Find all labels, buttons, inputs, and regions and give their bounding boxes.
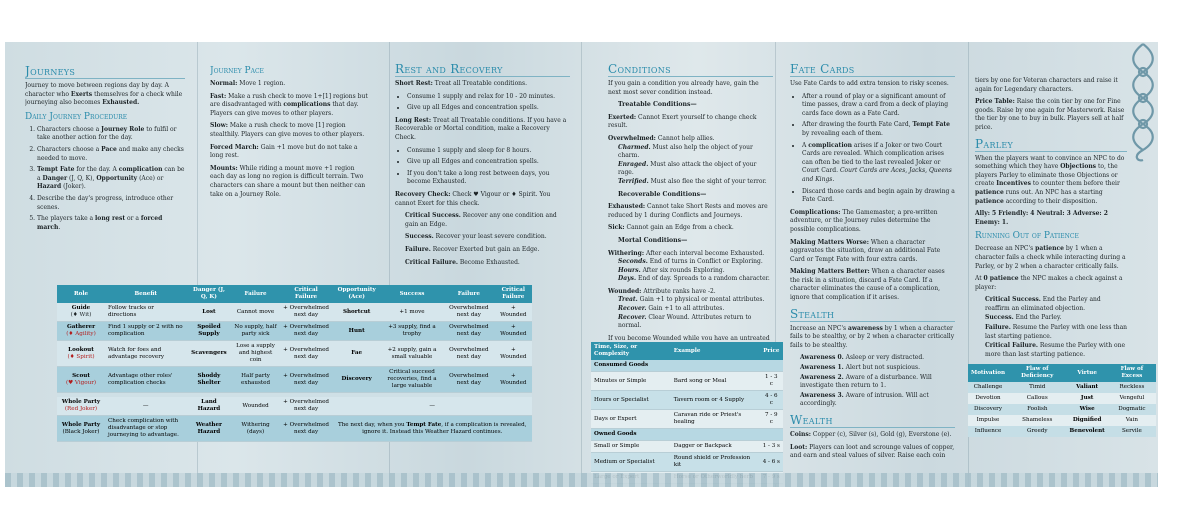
fate-section (790, 60, 955, 472)
table-cell: Impulse (968, 415, 1008, 426)
pace-fast: Fast: Make a rush check to move 1+[1] regions but are disadvantaged with complications that day. Players can give moves to other players. (210, 92, 368, 117)
table-cell: +2 supply, gain a small valuable (381, 341, 443, 367)
conditions-section (608, 60, 773, 340)
table-cell: Watch for foes and advantage recovery (105, 341, 186, 367)
table-cell: + Wounded (495, 367, 532, 393)
cond-overwhelmed: Overwhelmed: Cannot help allies. (608, 134, 715, 142)
parley-critical-failure: Critical Failure. Resume the Parley with one more than last starting patience. (985, 342, 1126, 358)
table-cell: + Overwhelmed next day (280, 416, 333, 442)
knot-ornament-icon (1128, 42, 1158, 162)
column-header: Flaw of Deficiency (1008, 364, 1067, 382)
table-row (57, 322, 532, 341)
table-section-row (591, 360, 783, 372)
table-cell: 4 - 6 c (760, 391, 783, 410)
parley-section (975, 77, 1127, 367)
list-item: • A complication arises if a Joker or two Court Cards are revealed. Which complication arises can often be tied to the last revealed Joker or Court Card. Court Cards are Aces, Jacks, Queens and Kings. (802, 142, 955, 185)
price-table (591, 342, 783, 484)
section-label: Consumed Goods (591, 360, 783, 372)
procedure-step: 2. Characters choose a Pace and make any checks needed to move. (37, 146, 185, 163)
table-row (968, 415, 1156, 426)
list-item: • After drawing the fourth Fate Card, Tempt Fate by revealing each of them. (802, 121, 955, 138)
cond-exhausted: Exhausted: Cannot take Short Rests and moves are reduced by 1 during Conflicts and Journeys. (608, 203, 768, 219)
coins: Coins: Copper (c), Silver (s), Gold (g), Everstone (e). (790, 431, 952, 438)
table-cell: 4 - 6 s (760, 453, 783, 472)
column-header: Critical Failure (280, 285, 333, 303)
role-cell: Whole Party (Black Joker) (57, 416, 105, 442)
cond-exerted: Exerted: Cannot Exert yourself to change check result. (608, 113, 757, 130)
cond-enraged: Enraged. Must also attack the object of your rage. (618, 160, 757, 177)
awareness-2: Awareness 2. Aware of a disturbance. Will investigate then return to 1. (800, 373, 932, 390)
role-cell: Guide (♦ Wit) (57, 303, 105, 322)
pace-forced: Forced March: Gain +1 move but do not take a long rest. (210, 143, 358, 160)
column-header: Virtue (1067, 364, 1108, 382)
column-header: Opportunity (Ace) (332, 285, 380, 303)
table-cell: + Overwhelmed next day (280, 397, 333, 416)
table-cell: Discovery (332, 367, 380, 393)
awareness-3: Awareness 3. Aware of intrusion. Will act accordingly. (800, 391, 929, 408)
table-cell: Influence (968, 426, 1008, 437)
table-cell: Reckless (1108, 382, 1156, 393)
short-rest: Short Rest: Treat all Treatable conditions. (395, 80, 528, 87)
parley-failure: Failure. Resume the Parley with one less than last starting patience. (985, 324, 1127, 340)
conditions-heading: Conditions (608, 62, 773, 77)
table-cell: Check complication with disadvantage or stop journeying to advantage. (105, 416, 186, 442)
matters-worse: Making Matters Worse: When a character aggravates the situation, draw an additional Fate Card or Tempt Fate with four extra cards. (790, 238, 941, 263)
cond-terrified: Terrified. Must also flee the sight of your terror. (618, 177, 767, 185)
table-header-row (591, 342, 783, 360)
role-cell: Scout (♥ Vigour) (57, 367, 105, 393)
fold-line (581, 42, 582, 487)
cond-recover: Recover. Gain +1 to all attributes. (618, 305, 725, 313)
fate-intro: Use Fate Cards to add extra tension to risky scenes. (790, 80, 949, 87)
column-header: Time, Size, or Complexity (591, 342, 671, 360)
table-cell: Critical succeed recoveries, find a large valuable (381, 367, 443, 393)
zero-patience: At 0 patience the NPC makes a check against a player: (975, 275, 1123, 291)
virtue-table (968, 364, 1156, 437)
cond-recover-2: Recover. Clear Wound. Attributes return to normal. (618, 313, 752, 330)
cond-charmed: Charmed. Must also help the object of your charm. (618, 143, 753, 160)
list-item: • If you don't take a long rest between days, you become Exhausted. (407, 170, 570, 187)
complications: Complications: The Gamemaster, a pre-written adventure, or the Journey rules determine the possible complications. (790, 208, 938, 233)
treatable-heading: Treatable Conditions— (618, 101, 697, 109)
table-cell: +3 supply, find a trophy (381, 322, 443, 341)
table-cell: Fae (332, 341, 380, 367)
table-cell: 7 - 9 c (760, 410, 783, 429)
table-cell: Weather Hazard (186, 416, 231, 442)
table-row (591, 372, 783, 391)
table-row (591, 410, 783, 429)
procedure-step: 5. The players take a long rest or a forced march. (37, 215, 185, 232)
journeys-heading: Journeys (25, 64, 185, 79)
stealth-text: Increase an NPC's awareness by 1 when a character fails to be stealthy, or by 2 when a character critically fails to be stealthy. (790, 324, 955, 349)
table-cell: Valiant (1067, 382, 1108, 393)
patience-text: Decrease an NPC's patience by 1 when a character fails a check while interacting during a Parley, or by 2 when a character critically fails. (975, 245, 1126, 270)
list-item: • Consume 1 supply and relax for 10 - 20 minutes. (407, 93, 570, 102)
cond-days: Days. End of day. Spreads to a random character. (618, 275, 770, 283)
column-header: Motivation (968, 364, 1008, 382)
cond-seconds: Seconds. End of turns in Conflict or Exploring. (618, 258, 763, 266)
table-cell: Bard song or Meal (671, 372, 760, 391)
table-cell: 1 - 3 s (760, 441, 783, 453)
conditions-intro: If you gain a condition you already have, gain the next most sever condition instead. (608, 80, 759, 96)
parley-heading: Parley (975, 137, 1127, 152)
table-header-row (57, 285, 532, 303)
table-cell: 1 - 3 c (760, 372, 783, 391)
tiers-text: tiers by one for Veteran characters and raise it again for Legendary characters. (975, 77, 1118, 93)
table-cell: Benevolent (1067, 426, 1108, 437)
table-cell: + Overwhelmed next day (280, 303, 333, 322)
table-cell: + Wounded (495, 341, 532, 367)
cond-treat: Treat. Gain +1 to physical or mental attributes. (618, 296, 765, 304)
column-header: Benefit (105, 285, 186, 303)
awareness-1: Awareness 1. Alert but not suspicious. (800, 364, 920, 372)
table-cell: Follow tracks or directions (105, 303, 186, 322)
column-header: Danger (J, Q, K) (186, 285, 231, 303)
table-cell: Scavengers (186, 341, 231, 367)
table-cell: Lose a supply and highest coin (231, 341, 279, 367)
table-cell: Medium or Specialist (591, 453, 671, 472)
table-cell: Days or Expert (591, 410, 671, 429)
table-cell: Half party exhausted (231, 367, 279, 393)
list-item: • After a round of play or a significant amount of time passes, draw a card from a deck of playing cards face down as a Fate Card. (802, 93, 955, 119)
table-section-row (591, 429, 783, 441)
table-row (968, 382, 1156, 393)
table-cell: Dignified (1067, 415, 1108, 426)
column-header: Failure (443, 285, 495, 303)
role-cell: Lookout (♦ Spirit) (57, 341, 105, 367)
table-cell: Round shield or Profession kit (671, 453, 760, 472)
table-cell: +1 move (381, 303, 443, 322)
table-cell: Shoddy Shelter (186, 367, 231, 393)
table-row (57, 397, 532, 416)
table-cell: Challenge (968, 382, 1008, 393)
table-cell: Overwhelmed next day (443, 322, 495, 341)
short-rest-list (395, 93, 570, 113)
journeys-intro: Journey to move between regions day by day. A character who Exerts themselves for a check while journeying also becomes Exhausted. (25, 82, 183, 107)
list-item: • Consume 1 supply and sleep for 8 hours. (407, 147, 570, 156)
price-table-text: Price Table: Raise the coin tier by one for Fine goods. Raise by one again for Masterwork. Raise the tier by one to buy in bulk. Players sell at half price. (975, 98, 1125, 131)
recovery-check: Recovery Check: Check ♥ Vigour or ♦ Spirit. You cannot Exert for this check. (395, 190, 551, 207)
table-row (591, 453, 783, 472)
table-row (591, 391, 783, 410)
wealth-heading: Wealth (790, 413, 955, 428)
table-cell: + Wounded (495, 322, 532, 341)
table-cell: Overwhelmed next day (443, 303, 495, 322)
table-cell: Vengeful (1108, 393, 1156, 404)
mortal-heading: Mortal Conditions— (618, 236, 688, 244)
table-cell: No supply, half party sick (231, 322, 279, 341)
section-label: Owned Goods (591, 429, 783, 441)
procedure-step: 3. Tempt Fate for the day. A complication can be a Danger (J, Q, K), Opportunity (Ace) or Hazard (Joker). (37, 166, 185, 192)
list-item: • Give up all Edges and concentration spells. (407, 158, 570, 167)
journey-roles-table (57, 285, 532, 442)
table-cell: Wise (1067, 404, 1108, 415)
table-cell: Greedy (1008, 426, 1067, 437)
loot: Loot: Players can loot and scrounge values of copper, and earn and steal values of silver. Raise each coin (790, 443, 955, 460)
column-header: Example (671, 342, 760, 360)
table-cell: — (332, 397, 532, 416)
table-cell: + Overwhelmed next day (280, 367, 333, 393)
table-row (968, 426, 1156, 437)
table-cell: Vain (1108, 415, 1156, 426)
table-cell: Servile (1108, 426, 1156, 437)
recovery-critical-failure: Critical Failure. Become Exhausted. (405, 258, 520, 266)
parley-critical-success: Critical Success. End the Parley and reaffirm an eliminated objection. (985, 296, 1101, 312)
pace-slow: Slow: Make a rush check to move [1] region stealthily. Players can give moves to other players. (210, 122, 365, 138)
table-cell: Devotion (968, 393, 1008, 404)
table-cell: Dagger or Backpack (671, 441, 760, 453)
table-cell: Shameless (1008, 415, 1067, 426)
table-cell: Overwhelmed next day (443, 341, 495, 367)
column-header: Price (760, 342, 783, 360)
table-cell: Find 1 supply or 2 with no complication (105, 322, 186, 341)
procedure-step: 1. Characters choose a Journey Role to fulfil or take another action for the day. (37, 126, 185, 143)
rest-heading: Rest and Recovery (395, 62, 570, 77)
recovery-critical-success: Critical Success. Recover any one condition and gain an Edge. (405, 212, 557, 228)
table-cell: Spoiled Supply (186, 322, 231, 341)
reference-sheet (5, 42, 1158, 487)
table-cell: Land Hazard (186, 397, 231, 416)
table-row (57, 367, 532, 393)
table-row (57, 416, 532, 442)
awareness-0: Awareness 0. Asleep or very distracted. (800, 354, 925, 362)
table-row (591, 441, 783, 453)
pace-normal: Normal: Move 1 region. (210, 80, 286, 87)
parley-success: Success. End the Parley. (985, 314, 1062, 322)
long-rest-list (395, 147, 570, 187)
table-cell: Withering (days) (231, 416, 279, 442)
column-header: Success (381, 285, 443, 303)
table-cell: Advantage other roles' complication checks (105, 367, 186, 393)
table-cell: The next day, when you Tempt Fate, if a complication is revealed, ignore it. Instead this Weather Hazard continues. (332, 416, 532, 442)
table-cell: Hunt (332, 322, 380, 341)
procedure-step: 4. Describe the day's progress, introduce other scenes. (37, 195, 185, 212)
table-cell: Minutes or Simple (591, 372, 671, 391)
table-cell: Cannot move (231, 303, 279, 322)
long-rest: Long Rest: Treat all Treatable conditions. If you have a Recoverable or Mortal condition, make a Recovery Check. (395, 116, 567, 141)
column-header: Role (57, 285, 105, 303)
table-cell: Callous (1008, 393, 1067, 404)
fate-heading: Fate Cards (790, 62, 955, 77)
table-cell: Dogmatic (1108, 404, 1156, 415)
list-item: • Discard those cards and begin again by drawing a Fate Card. (802, 188, 955, 205)
table-header-row (968, 364, 1156, 382)
matters-better: Making Matters Better: When a character eases the risk in a situation, discard a Fate Card. If a character eliminates the cause of a complication, ignore that complication if it arises. (790, 268, 945, 302)
table-cell: + Overwhelmed next day (280, 322, 333, 341)
role-cell: Gatherer (♦ Agility) (57, 322, 105, 341)
table-cell: Shortcut (332, 303, 380, 322)
table-row (57, 341, 532, 367)
cond-hours: Hours. After six rounds Exploring. (618, 266, 725, 274)
parley-text: When the players want to convince an NPC to do something which they have Objections to, the players Parley to eliminate those Objections or create Incentives to counter them before their patience runs out. An NPC has a starting patience according to their disposition. (975, 154, 1125, 205)
disposition-list: Ally: 5 Friendly: 4 Neutral: 3 Adverse: 2 Enemy: 1. (975, 210, 1108, 226)
table-cell: Tavern room or 4 Supply (671, 391, 760, 410)
column-header: Flaw of Excess (1108, 364, 1156, 382)
table-row (57, 303, 532, 322)
table-cell: Discovery (968, 404, 1008, 415)
journeys-section (25, 62, 185, 262)
patience-heading: Running Out of Patience (975, 231, 1079, 242)
table-cell: + Wounded (495, 303, 532, 322)
fate-list (790, 93, 955, 205)
table-cell: Small or Simple (591, 441, 671, 453)
recovery-failure: Failure. Recover Exerted but gain an Edge. (405, 245, 540, 253)
stealth-heading: Stealth (790, 307, 955, 322)
table-cell: Overwhelmed next day (443, 367, 495, 393)
table-cell: + Overwhelmed next day (280, 341, 333, 367)
list-item: • Give up all Edges and concentration spells. (407, 104, 570, 113)
column-header: Critical Failure (495, 285, 532, 303)
journey-pace-section (210, 62, 370, 262)
recovery-success: Success. Recover your least severe condition. (405, 233, 547, 241)
table-cell: Lost (186, 303, 231, 322)
cond-withering: Withering: After each interval become Exhausted. (608, 249, 765, 257)
pace-mounts: Mounts: While riding a mount move +1 region each day as long no region is difficult terrain. Two characters can share a mount but then neither can take on a Journey Role. (210, 164, 366, 198)
table-cell: Timid (1008, 382, 1067, 393)
pace-heading: Journey Pace (210, 66, 264, 76)
cond-sick: Sick: Cannot gain an Edge from a check. (608, 224, 734, 232)
table-cell: Just (1067, 393, 1108, 404)
table-cell: — (105, 397, 186, 416)
column-header: Failure (231, 285, 279, 303)
rest-section (395, 60, 570, 275)
table-cell: Foolish (1008, 404, 1067, 415)
table-row (968, 393, 1156, 404)
table-cell: Wounded (231, 397, 279, 416)
table-row (968, 404, 1156, 415)
table-cell: Caravan ride or Priest's healing (671, 410, 760, 429)
recoverable-heading: Recoverable Conditions— (618, 190, 707, 198)
procedure-list (25, 126, 185, 233)
cond-untreated: If you become Wounded while you have an untreated (608, 334, 770, 340)
procedure-heading: Daily Journey Procedure (25, 111, 128, 122)
decorative-border (5, 473, 1158, 487)
table-cell: Hours or Specialist (591, 391, 671, 410)
cond-wounded: Wounded: Attribute ranks have -2. (608, 287, 716, 295)
role-cell: Whole Party (Red Joker) (57, 397, 105, 416)
